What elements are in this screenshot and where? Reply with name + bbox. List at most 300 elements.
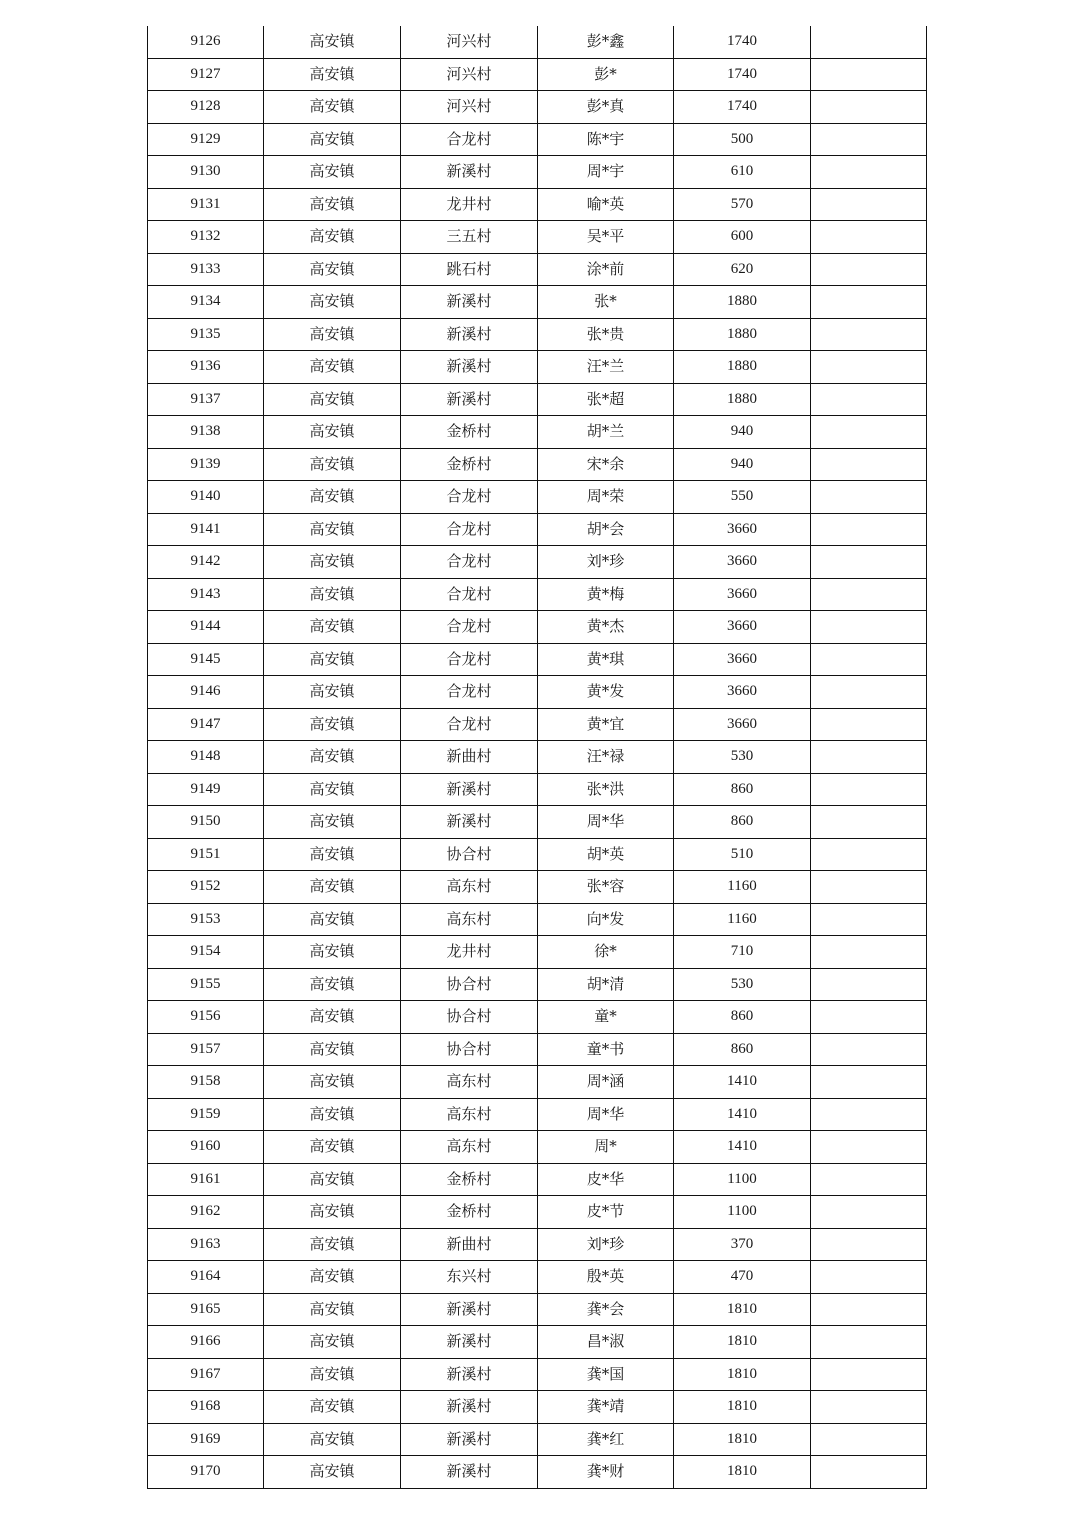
cell-village: 高东村: [401, 1131, 538, 1164]
cell-village: 新溪村: [401, 1293, 538, 1326]
cell-town: 高安镇: [264, 286, 401, 319]
cell-serial-number: 9138: [148, 416, 264, 449]
cell-amount: 1410: [674, 1131, 811, 1164]
cell-town: 高安镇: [264, 1293, 401, 1326]
cell-amount: 530: [674, 968, 811, 1001]
cell-village: 合龙村: [401, 481, 538, 514]
cell-serial-number: 9151: [148, 838, 264, 871]
cell-village: 金桥村: [401, 448, 538, 481]
cell-person-name: 黄*杰: [538, 611, 674, 644]
cell-note: [811, 611, 927, 644]
cell-amount: 1740: [674, 58, 811, 91]
cell-note: [811, 318, 927, 351]
cell-person-name: 张*容: [538, 871, 674, 904]
cell-serial-number: 9132: [148, 221, 264, 254]
table-row: [148, 513, 927, 546]
cell-amount: 940: [674, 416, 811, 449]
cell-village: 协合村: [401, 1001, 538, 1034]
cell-amount: 1810: [674, 1293, 811, 1326]
table-row: [148, 871, 927, 904]
cell-town: 高安镇: [264, 1163, 401, 1196]
cell-note: [811, 383, 927, 416]
cell-serial-number: 9141: [148, 513, 264, 546]
cell-note: [811, 871, 927, 904]
cell-village: 协合村: [401, 968, 538, 1001]
cell-serial-number: 9165: [148, 1293, 264, 1326]
cell-serial-number: 9150: [148, 806, 264, 839]
cell-serial-number: 9170: [148, 1456, 264, 1489]
table-row: [148, 58, 927, 91]
cell-village: 合龙村: [401, 708, 538, 741]
cell-note: [811, 741, 927, 774]
cell-town: 高安镇: [264, 156, 401, 189]
cell-town: 高安镇: [264, 448, 401, 481]
cell-village: 新溪村: [401, 806, 538, 839]
cell-amount: 3660: [674, 643, 811, 676]
cell-person-name: 周*涵: [538, 1066, 674, 1099]
cell-amount: 1810: [674, 1456, 811, 1489]
cell-village: 新溪村: [401, 351, 538, 384]
table-row: [148, 481, 927, 514]
cell-amount: 470: [674, 1261, 811, 1294]
cell-note: [811, 1423, 927, 1456]
cell-serial-number: 9158: [148, 1066, 264, 1099]
cell-serial-number: 9153: [148, 903, 264, 936]
cell-amount: 3660: [674, 676, 811, 709]
cell-note: [811, 1163, 927, 1196]
roster-table: [147, 26, 927, 1489]
cell-note: [811, 91, 927, 124]
cell-town: 高安镇: [264, 871, 401, 904]
cell-note: [811, 513, 927, 546]
cell-village: 新溪村: [401, 773, 538, 806]
cell-person-name: 张*洪: [538, 773, 674, 806]
cell-amount: 530: [674, 741, 811, 774]
cell-village: 合龙村: [401, 513, 538, 546]
cell-note: [811, 416, 927, 449]
cell-serial-number: 9162: [148, 1196, 264, 1229]
cell-amount: 860: [674, 806, 811, 839]
cell-person-name: 黄*梅: [538, 578, 674, 611]
cell-village: 新溪村: [401, 1391, 538, 1424]
cell-amount: 1160: [674, 871, 811, 904]
cell-town: 高安镇: [264, 91, 401, 124]
table-row: [148, 1033, 927, 1066]
cell-village: 新溪村: [401, 1423, 538, 1456]
cell-town: 高安镇: [264, 838, 401, 871]
cell-amount: 1100: [674, 1196, 811, 1229]
cell-village: 龙井村: [401, 936, 538, 969]
cell-village: 新溪村: [401, 383, 538, 416]
cell-person-name: 张*超: [538, 383, 674, 416]
cell-village: 协合村: [401, 838, 538, 871]
table-row: [148, 1456, 927, 1489]
cell-village: 高东村: [401, 1098, 538, 1131]
cell-person-name: 向*发: [538, 903, 674, 936]
cell-town: 高安镇: [264, 578, 401, 611]
cell-person-name: 彭*真: [538, 91, 674, 124]
cell-serial-number: 9149: [148, 773, 264, 806]
cell-person-name: 喻*英: [538, 188, 674, 221]
table-row: [148, 221, 927, 254]
cell-serial-number: 9145: [148, 643, 264, 676]
cell-town: 高安镇: [264, 26, 401, 58]
cell-village: 三五村: [401, 221, 538, 254]
cell-note: [811, 1033, 927, 1066]
cell-amount: 510: [674, 838, 811, 871]
cell-note: [811, 578, 927, 611]
table-row: [148, 318, 927, 351]
cell-village: 合龙村: [401, 676, 538, 709]
cell-note: [811, 1456, 927, 1489]
roster-table-body: [148, 26, 927, 1488]
cell-amount: 940: [674, 448, 811, 481]
cell-note: [811, 448, 927, 481]
cell-village: 高东村: [401, 871, 538, 904]
cell-amount: 1880: [674, 383, 811, 416]
cell-town: 高安镇: [264, 1456, 401, 1489]
cell-amount: 1810: [674, 1391, 811, 1424]
table-row: [148, 708, 927, 741]
cell-person-name: 周*华: [538, 806, 674, 839]
cell-town: 高安镇: [264, 123, 401, 156]
cell-village: 河兴村: [401, 58, 538, 91]
table-row: [148, 1423, 927, 1456]
cell-village: 金桥村: [401, 1196, 538, 1229]
table-row: [148, 838, 927, 871]
cell-amount: 3660: [674, 708, 811, 741]
table-row: [148, 1391, 927, 1424]
cell-town: 高安镇: [264, 383, 401, 416]
cell-serial-number: 9136: [148, 351, 264, 384]
cell-note: [811, 676, 927, 709]
cell-village: 金桥村: [401, 416, 538, 449]
cell-town: 高安镇: [264, 1001, 401, 1034]
cell-amount: 1810: [674, 1326, 811, 1359]
cell-town: 高安镇: [264, 1423, 401, 1456]
cell-town: 高安镇: [264, 351, 401, 384]
cell-person-name: 胡*兰: [538, 416, 674, 449]
cell-person-name: 刘*珍: [538, 1228, 674, 1261]
cell-serial-number: 9167: [148, 1358, 264, 1391]
cell-village: 金桥村: [401, 1163, 538, 1196]
table-row: [148, 968, 927, 1001]
cell-village: 新溪村: [401, 286, 538, 319]
cell-village: 高东村: [401, 903, 538, 936]
cell-serial-number: 9137: [148, 383, 264, 416]
cell-amount: 3660: [674, 578, 811, 611]
cell-serial-number: 9155: [148, 968, 264, 1001]
cell-village: 高东村: [401, 1066, 538, 1099]
cell-town: 高安镇: [264, 1261, 401, 1294]
table-row: [148, 1358, 927, 1391]
cell-person-name: 周*华: [538, 1098, 674, 1131]
cell-serial-number: 9140: [148, 481, 264, 514]
cell-serial-number: 9154: [148, 936, 264, 969]
table-row: [148, 1326, 927, 1359]
cell-serial-number: 9126: [148, 26, 264, 58]
cell-person-name: 龚*国: [538, 1358, 674, 1391]
table-row: [148, 1163, 927, 1196]
cell-note: [811, 1098, 927, 1131]
cell-serial-number: 9130: [148, 156, 264, 189]
table-row: [148, 1098, 927, 1131]
cell-amount: 860: [674, 773, 811, 806]
cell-serial-number: 9144: [148, 611, 264, 644]
cell-note: [811, 936, 927, 969]
cell-amount: 1740: [674, 26, 811, 58]
cell-village: 跳石村: [401, 253, 538, 286]
cell-serial-number: 9166: [148, 1326, 264, 1359]
table-row: [148, 1131, 927, 1164]
cell-amount: 1810: [674, 1358, 811, 1391]
cell-person-name: 龚*红: [538, 1423, 674, 1456]
table-row: [148, 546, 927, 579]
table-row: [148, 1001, 927, 1034]
cell-note: [811, 1261, 927, 1294]
cell-amount: 1100: [674, 1163, 811, 1196]
cell-person-name: 徐*: [538, 936, 674, 969]
cell-note: [811, 1326, 927, 1359]
table-row: [148, 1196, 927, 1229]
cell-village: 协合村: [401, 1033, 538, 1066]
table-row: [148, 1261, 927, 1294]
cell-note: [811, 773, 927, 806]
cell-person-name: 涂*前: [538, 253, 674, 286]
cell-village: 新溪村: [401, 1326, 538, 1359]
table-row: [148, 1293, 927, 1326]
table-row: [148, 416, 927, 449]
table-row: [148, 156, 927, 189]
cell-person-name: 张*: [538, 286, 674, 319]
cell-amount: 1880: [674, 318, 811, 351]
cell-village: 合龙村: [401, 611, 538, 644]
cell-person-name: 胡*英: [538, 838, 674, 871]
cell-note: [811, 1391, 927, 1424]
cell-person-name: 童*: [538, 1001, 674, 1034]
table-row: [148, 26, 927, 58]
cell-serial-number: 9131: [148, 188, 264, 221]
cell-note: [811, 351, 927, 384]
cell-town: 高安镇: [264, 936, 401, 969]
cell-amount: 1740: [674, 91, 811, 124]
cell-note: [811, 546, 927, 579]
cell-person-name: 黄*发: [538, 676, 674, 709]
cell-town: 高安镇: [264, 513, 401, 546]
cell-serial-number: 9142: [148, 546, 264, 579]
cell-town: 高安镇: [264, 806, 401, 839]
cell-note: [811, 253, 927, 286]
cell-amount: 3660: [674, 513, 811, 546]
cell-note: [811, 1001, 927, 1034]
cell-town: 高安镇: [264, 481, 401, 514]
cell-town: 高安镇: [264, 1033, 401, 1066]
cell-village: 新曲村: [401, 1228, 538, 1261]
table-row: [148, 188, 927, 221]
cell-amount: 370: [674, 1228, 811, 1261]
table-row: [148, 351, 927, 384]
cell-person-name: 龚*财: [538, 1456, 674, 1489]
cell-town: 高安镇: [264, 1228, 401, 1261]
cell-town: 高安镇: [264, 903, 401, 936]
cell-amount: 860: [674, 1033, 811, 1066]
cell-town: 高安镇: [264, 773, 401, 806]
cell-note: [811, 26, 927, 58]
cell-person-name: 皮*华: [538, 1163, 674, 1196]
table-row: [148, 611, 927, 644]
cell-town: 高安镇: [264, 58, 401, 91]
cell-village: 新曲村: [401, 741, 538, 774]
cell-note: [811, 708, 927, 741]
cell-note: [811, 156, 927, 189]
cell-town: 高安镇: [264, 253, 401, 286]
cell-person-name: 汪*兰: [538, 351, 674, 384]
cell-person-name: 童*书: [538, 1033, 674, 1066]
cell-note: [811, 903, 927, 936]
cell-person-name: 汪*禄: [538, 741, 674, 774]
cell-town: 高安镇: [264, 416, 401, 449]
table-row: [148, 773, 927, 806]
cell-person-name: 胡*清: [538, 968, 674, 1001]
cell-person-name: 黄*宜: [538, 708, 674, 741]
cell-amount: 710: [674, 936, 811, 969]
cell-person-name: 周*宇: [538, 156, 674, 189]
cell-village: 新溪村: [401, 1358, 538, 1391]
cell-person-name: 周*: [538, 1131, 674, 1164]
cell-serial-number: 9161: [148, 1163, 264, 1196]
table-row: [148, 123, 927, 156]
cell-town: 高安镇: [264, 1196, 401, 1229]
cell-amount: 1160: [674, 903, 811, 936]
cell-serial-number: 9164: [148, 1261, 264, 1294]
cell-village: 河兴村: [401, 26, 538, 58]
cell-village: 合龙村: [401, 123, 538, 156]
cell-amount: 1880: [674, 351, 811, 384]
cell-note: [811, 643, 927, 676]
cell-person-name: 黄*琪: [538, 643, 674, 676]
cell-town: 高安镇: [264, 1391, 401, 1424]
cell-note: [811, 1066, 927, 1099]
cell-note: [811, 1196, 927, 1229]
cell-serial-number: 9129: [148, 123, 264, 156]
cell-village: 龙井村: [401, 188, 538, 221]
cell-serial-number: 9127: [148, 58, 264, 91]
cell-town: 高安镇: [264, 968, 401, 1001]
cell-serial-number: 9160: [148, 1131, 264, 1164]
cell-town: 高安镇: [264, 741, 401, 774]
cell-serial-number: 9156: [148, 1001, 264, 1034]
cell-serial-number: 9168: [148, 1391, 264, 1424]
cell-person-name: 胡*会: [538, 513, 674, 546]
cell-person-name: 彭*: [538, 58, 674, 91]
cell-village: 河兴村: [401, 91, 538, 124]
cell-person-name: 宋*余: [538, 448, 674, 481]
cell-person-name: 陈*宇: [538, 123, 674, 156]
cell-town: 高安镇: [264, 1066, 401, 1099]
cell-person-name: 皮*节: [538, 1196, 674, 1229]
cell-town: 高安镇: [264, 611, 401, 644]
cell-serial-number: 9128: [148, 91, 264, 124]
cell-town: 高安镇: [264, 318, 401, 351]
cell-town: 高安镇: [264, 221, 401, 254]
cell-person-name: 吴*平: [538, 221, 674, 254]
cell-person-name: 彭*鑫: [538, 26, 674, 58]
cell-town: 高安镇: [264, 1358, 401, 1391]
cell-serial-number: 9169: [148, 1423, 264, 1456]
cell-note: [811, 806, 927, 839]
cell-person-name: 周*荣: [538, 481, 674, 514]
cell-amount: 1810: [674, 1423, 811, 1456]
cell-serial-number: 9163: [148, 1228, 264, 1261]
cell-person-name: 张*贵: [538, 318, 674, 351]
cell-amount: 1410: [674, 1066, 811, 1099]
table-row: [148, 91, 927, 124]
cell-note: [811, 1131, 927, 1164]
cell-note: [811, 286, 927, 319]
table-row: [148, 936, 927, 969]
cell-amount: 500: [674, 123, 811, 156]
cell-serial-number: 9134: [148, 286, 264, 319]
cell-person-name: 殷*英: [538, 1261, 674, 1294]
cell-person-name: 龚*靖: [538, 1391, 674, 1424]
cell-person-name: 龚*会: [538, 1293, 674, 1326]
cell-village: 东兴村: [401, 1261, 538, 1294]
cell-note: [811, 1228, 927, 1261]
cell-note: [811, 838, 927, 871]
cell-serial-number: 9135: [148, 318, 264, 351]
cell-note: [811, 188, 927, 221]
cell-serial-number: 9146: [148, 676, 264, 709]
cell-town: 高安镇: [264, 676, 401, 709]
cell-amount: 860: [674, 1001, 811, 1034]
cell-town: 高安镇: [264, 546, 401, 579]
table-row: [148, 383, 927, 416]
cell-town: 高安镇: [264, 1131, 401, 1164]
cell-town: 高安镇: [264, 1098, 401, 1131]
cell-village: 新溪村: [401, 318, 538, 351]
cell-note: [811, 58, 927, 91]
table-row: [148, 643, 927, 676]
cell-serial-number: 9159: [148, 1098, 264, 1131]
table-row: [148, 1228, 927, 1261]
cell-village: 新溪村: [401, 1456, 538, 1489]
cell-town: 高安镇: [264, 188, 401, 221]
table-row: [148, 903, 927, 936]
cell-amount: 600: [674, 221, 811, 254]
cell-note: [811, 123, 927, 156]
cell-note: [811, 968, 927, 1001]
cell-amount: 550: [674, 481, 811, 514]
table-row: [148, 578, 927, 611]
cell-amount: 570: [674, 188, 811, 221]
cell-village: 合龙村: [401, 643, 538, 676]
table-row: [148, 806, 927, 839]
cell-serial-number: 9148: [148, 741, 264, 774]
cell-note: [811, 221, 927, 254]
cell-serial-number: 9152: [148, 871, 264, 904]
cell-note: [811, 1293, 927, 1326]
table-row: [148, 676, 927, 709]
table-row: [148, 253, 927, 286]
cell-amount: 1880: [674, 286, 811, 319]
cell-town: 高安镇: [264, 1326, 401, 1359]
cell-amount: 620: [674, 253, 811, 286]
cell-amount: 1410: [674, 1098, 811, 1131]
cell-amount: 3660: [674, 546, 811, 579]
cell-amount: 3660: [674, 611, 811, 644]
cell-serial-number: 9139: [148, 448, 264, 481]
cell-serial-number: 9157: [148, 1033, 264, 1066]
